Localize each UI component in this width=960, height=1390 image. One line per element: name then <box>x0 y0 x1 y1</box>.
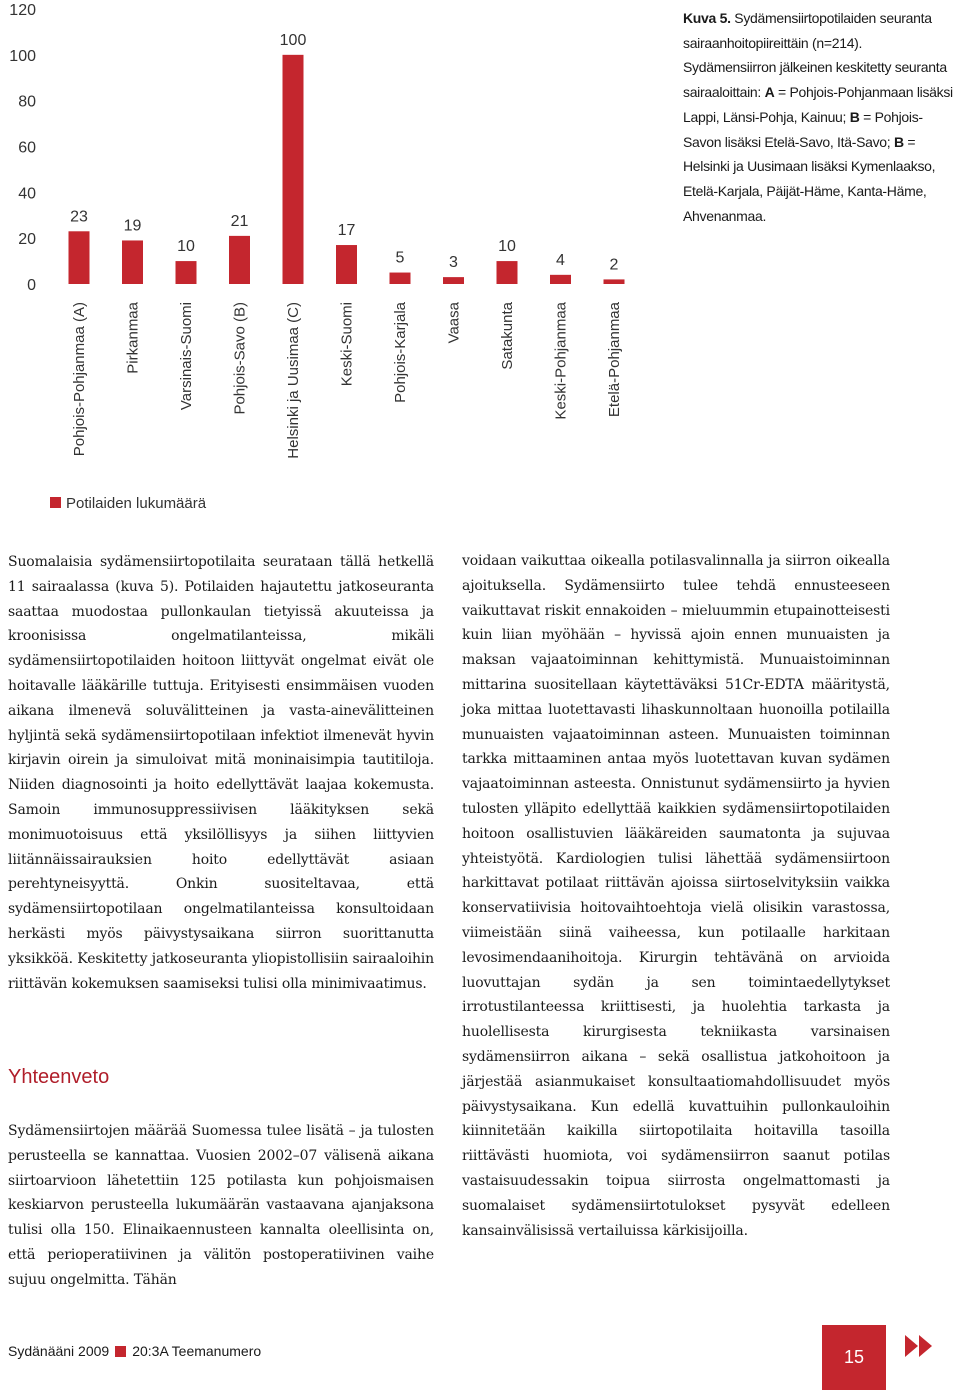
bar-value-label: 17 <box>337 222 356 240</box>
legend-swatch <box>50 497 61 508</box>
section-heading: Yhteenveto <box>8 1066 110 1088</box>
y-tick-label: 0 <box>27 277 36 294</box>
publication-name: Sydänääni 2009 <box>8 1343 110 1359</box>
bar-chart <box>0 0 660 530</box>
left-column-top <box>8 550 434 996</box>
x-category-label: Keski-Pohjanmaa <box>552 302 570 420</box>
caption-label: Kuva 5. <box>683 10 731 26</box>
y-tick-label: 120 <box>9 2 36 19</box>
bar <box>283 55 304 284</box>
next-page-arrows-icon <box>905 1335 957 1357</box>
body-paragraph: Sydämensiirtojen määrää Suomessa tulee lisätä – ja tulosten perusteella se kannattaa. Vuosien 2002–07 välisenä aikana siirtoarvioon lähetettiin 125 potilasta kun pohjoismaisen keskiarvon perusteella lukumäärän vastaavana ajanjaksona tulisi olla 150. Elinaikaennusteen kannalta oleellisinta on, että perioperatiivinen ja välitön postoperatiivinen vaihe sujuu ongelmitta. Tähän <box>8 1123 434 1288</box>
bar <box>176 261 197 284</box>
bar-value-label: 10 <box>177 238 195 256</box>
body-paragraph: Suomalaisia sydämensiirtopotilaita seurataan tällä hetkellä 11 sairaalassa (kuva 5). Potilaiden hajautettu jatkoseuranta saattaa muodostaa pullonkaulan tietyissä akuuteissa ja kroonisissa ongelmatilanteissa, mikäli sydämensiirtopotilaiden hoitoon liittyvät ongelmat eivät ole hoitavalle lääkärille tuttuja. Erityisesti ensimmäisen vuoden aikana ilmenevä soluvälitteinen ja vasta-ainevälitteinen hyljintä sekä sydämensiirtopotilaan infektiot ilmenevät hyvin kirjavin oirein ja simuloivat mitä moninaisimpia tautitiloja. Niiden diagnosointi ja hoito edellyttävät laajaa kokemusta. Samoin immunosuppressiivisen lääkityksen sekä monimuotoisuus että yksilöllisyys ja siihen liittyvien liitännäissairauksien hoito edellyttävät asiaan perehtyneisyyttä. Onkin suositeltavaa, että sydämensiirtopotilaan ongelmatilanteissa konsultoidaan herkästi myös päivystysaikana siirron suorittanutta yksikköä. Keskitetty jatkoseuranta yliopistollisiin sairaaloihin riittävän kokemuksen saamiseksi tulisi olla minimivaatimus. <box>8 554 434 992</box>
bar <box>550 275 571 284</box>
bar <box>604 279 625 284</box>
bar-value-label: 10 <box>498 238 516 256</box>
caption-text: Sydämensiirtopotilaiden seuranta sairaanhoitopiireittäin (n=214). Sydämensiirron jälkeinen keskitetty seuranta sairaaloittain: <box>683 10 947 101</box>
page-number-text: 15 <box>843 1347 865 1367</box>
caption-c-text: = Helsinki ja Uusimaan lisäksi Kymenlaakso, Etelä-Karjala, Päijät-Häme, Kanta-Häme, Ahvenanmaa. <box>683 133 936 224</box>
x-category-label: Pirkanmaa <box>124 302 142 374</box>
y-tick-label: 60 <box>18 139 36 157</box>
x-category-label: Vaasa <box>445 302 463 344</box>
x-category-label: Pohjois-Savo (B) <box>231 302 249 415</box>
left-column-bottom <box>8 1119 434 1293</box>
bar-value-label: 21 <box>230 212 249 230</box>
caption-key-a: A <box>764 84 775 101</box>
bar-value-label: 100 <box>279 31 307 49</box>
x-category-label: Keski-Suomi <box>338 302 356 387</box>
bar-value-label: 23 <box>70 208 88 226</box>
caption-key-c: B <box>893 133 904 150</box>
bar <box>497 261 518 284</box>
bar-value-label: 19 <box>123 217 142 235</box>
bar <box>390 273 411 284</box>
footer-square-icon <box>115 1346 126 1357</box>
figure-caption <box>683 6 953 228</box>
x-category-label: Varsinais-Suomi <box>178 302 195 411</box>
bar-value-label: 2 <box>609 256 619 274</box>
page-number <box>822 1325 886 1390</box>
bar <box>69 231 90 284</box>
y-tick-label: 80 <box>18 93 36 111</box>
bar <box>229 236 250 284</box>
right-column <box>462 549 890 1243</box>
bar-value-label: 3 <box>449 254 458 272</box>
bar <box>443 277 464 284</box>
legend-label: Potilaiden lukumäärä <box>66 495 207 512</box>
body-paragraph: voidaan vaikuttaa oikealla potilasvalinnalla ja siirron oikealla ajoituksella. Sydämensiirto tulee tehdä ennusteeseen vaikuttavat riskit ennakoiden – mieluummin etupainotteisesti kuin liian myöhään – hyvissä ajoin ennen munuaisten ja maksan vajaatoiminnan kehittymistä. Munuaistoiminnan mittarina suositellaan käytettäväksi 51Cr-EDTA määritystä, joka mittaa luotettavasti lihaskunnoltaan huonoilla potilailla munuaisten vajaatoiminnan asteen. Munuaisten toiminnan tarkka mittaaminen antaa myös luotettavan kuvan sydämen vajaatoiminnan asteesta. Onnistunut sydämensiirto ja hyvien tulosten ylläpito edellyttää kaikkien sydämensiirtopotilaiden hoitoon osallistuvien lääkäreiden saumatonta ja sujuvaa yhteistyötä. Kardiologien tulisi lähettää sydämensiirtoon harkittavat potilaat riittävän ajoissa siirtoselvityksiin vaikka konservatiivisia hoitovaihtoehtoja vielä olisikin varastossa, viimeistään siinä vaiheessa, kun potilaalle harkitaan levosimendaanihoitoja. Kirurgin tehtävänä on arvioida luovuttajan sydän ja sen toimintaedellytykset irrotustilanteessa kriittisesti, ja huolehtia tarkasta ja huolellisesta kirurgisesta tekniikasta varsinaisen sydämensiirron aikana – sekä osallistua jatkohoitoon ja järjestää asianmukaiset konsultaatiomahdollisuudet myös päivystysaikana. Kun edellä kuvattuihin pullonkauloihin kiinnitetään kaikilla siirtopotilaita hoitavilla tasoilla riittävästi huomiota, voi sydämensiirron saanut potilas vastaisuudessakin toipua siirrosta ongelmattomasti ja suomalaiset sydämensiirtotulokset pysyvät edelleen kansainvälisissä vertailuissa kärkisijoilla. <box>462 553 890 1239</box>
x-category-label: Pohjois-Pohjanmaa (A) <box>71 302 88 457</box>
caption-key-b: B <box>849 108 860 125</box>
y-tick-label: 20 <box>18 231 36 249</box>
y-tick-label: 100 <box>9 47 36 65</box>
issue-name: 20:3A Teemanumero <box>132 1343 262 1359</box>
x-category-label: Etelä-Pohjanmaa <box>606 302 623 418</box>
y-tick-label: 40 <box>18 185 36 203</box>
x-category-label: Helsinki ja Uusimaa (C) <box>285 302 302 459</box>
x-category-label: Pohjois-Karjala <box>392 302 409 403</box>
page-footer <box>8 1343 261 1359</box>
caption-a-text: = Pohjois-Pohjanmaan lisäksi Lappi, Länsi-Pohja, Kainuu; <box>683 84 953 125</box>
caption-b-text: = Pohjois-Savon lisäksi Etelä-Savo, Itä-Savo; <box>683 108 923 150</box>
x-category-label: Satakunta <box>499 302 516 370</box>
bar-value-label: 4 <box>556 251 565 269</box>
bar <box>336 245 357 284</box>
bar <box>122 240 143 284</box>
bar-value-label: 5 <box>395 249 405 267</box>
